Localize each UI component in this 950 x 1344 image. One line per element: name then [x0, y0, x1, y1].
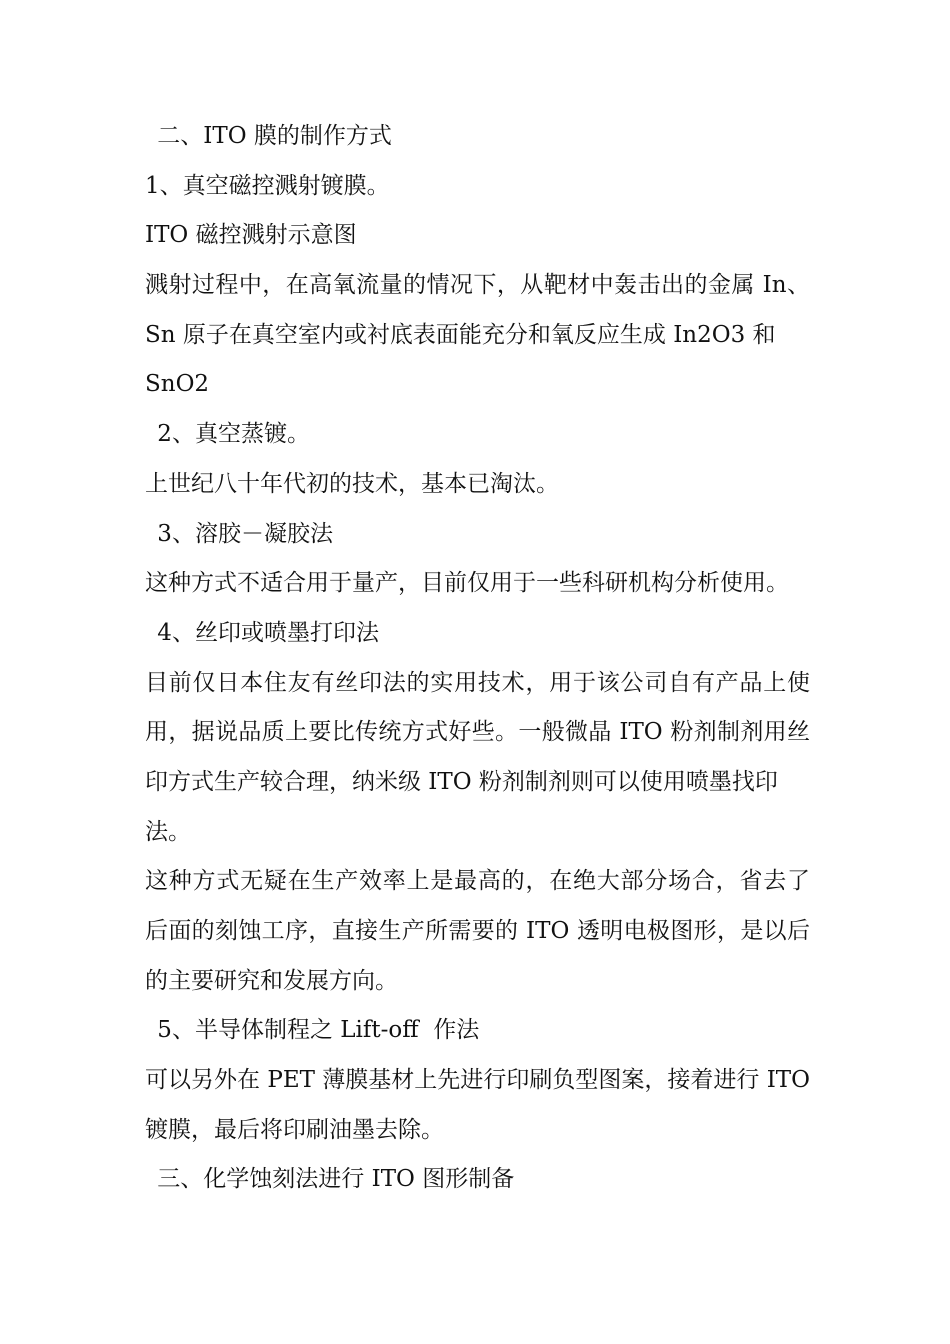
paragraph-line: Sn 原子在真空室内或衬底表面能充分和氧反应生成 In2O3 和 — [145, 321, 776, 348]
paragraph-line: 目前仅日本住友有丝印法的实用技术，用于该公司自有产品上使 — [145, 669, 810, 696]
subsection-heading-lift-off: 5、半导体制程之 Lift-off 作法 — [150, 1017, 480, 1044]
subsection-heading-sol-gel: 3、溶胶－凝胶法 — [150, 520, 333, 547]
section-heading-ito-fabrication: 二、ITO 膜的制作方式 — [150, 123, 392, 149]
subsection-heading-screen-inkjet-printing: 4、丝印或喷墨打印法 — [150, 619, 379, 646]
subsection-heading-vacuum-evaporation: 2、真空蒸镀。 — [150, 421, 310, 448]
figure-caption-sputtering-diagram: ITO 磁控溅射示意图 — [145, 222, 357, 249]
document-body — [145, 112, 810, 1205]
section-heading-chemical-etching: 三、化学蚀刻法进行 ITO 图形制备 — [150, 1166, 515, 1193]
paragraph-line: 这种方式不适合用于量产，目前仅用于一些科研机构分析使用。 — [145, 570, 789, 597]
paragraph-line: 溅射过程中，在高氧流量的情况下，从靶材中轰击出的金属 In、 — [145, 272, 810, 299]
paragraph-line: SnO2 — [145, 371, 210, 398]
paragraph-line: 上世纪八十年代初的技术，基本已淘汰。 — [145, 470, 559, 497]
paragraph-line: 印方式生产较合理，纳米级 ITO 粉剂制剂则可以使用喷墨找印 — [145, 768, 778, 795]
subsection-heading-magnetron-sputtering: 1、真空磁控溅射镀膜。 — [145, 172, 390, 199]
paragraph-line: 法。 — [145, 818, 191, 845]
paragraph-line: 的主要研究和发展方向。 — [145, 967, 398, 994]
paragraph-line: 后面的刻蚀工序，直接生产所需要的 ITO 透明电极图形，是以后 — [145, 918, 810, 944]
paragraph-line: 这种方式无疑在生产效率上是最高的，在绝大部分场合，省去了 — [145, 868, 810, 895]
paragraph-line: 可以另外在 PET 薄膜基材上先进行印刷负型图案，接着进行 ITO — [145, 1067, 810, 1094]
paragraph-line: 用，据说品质上要比传统方式好些。一般微晶 ITO 粉剂制剂用丝 — [145, 719, 810, 746]
paragraph-line: 镀膜，最后将印刷油墨去除。 — [145, 1116, 444, 1143]
